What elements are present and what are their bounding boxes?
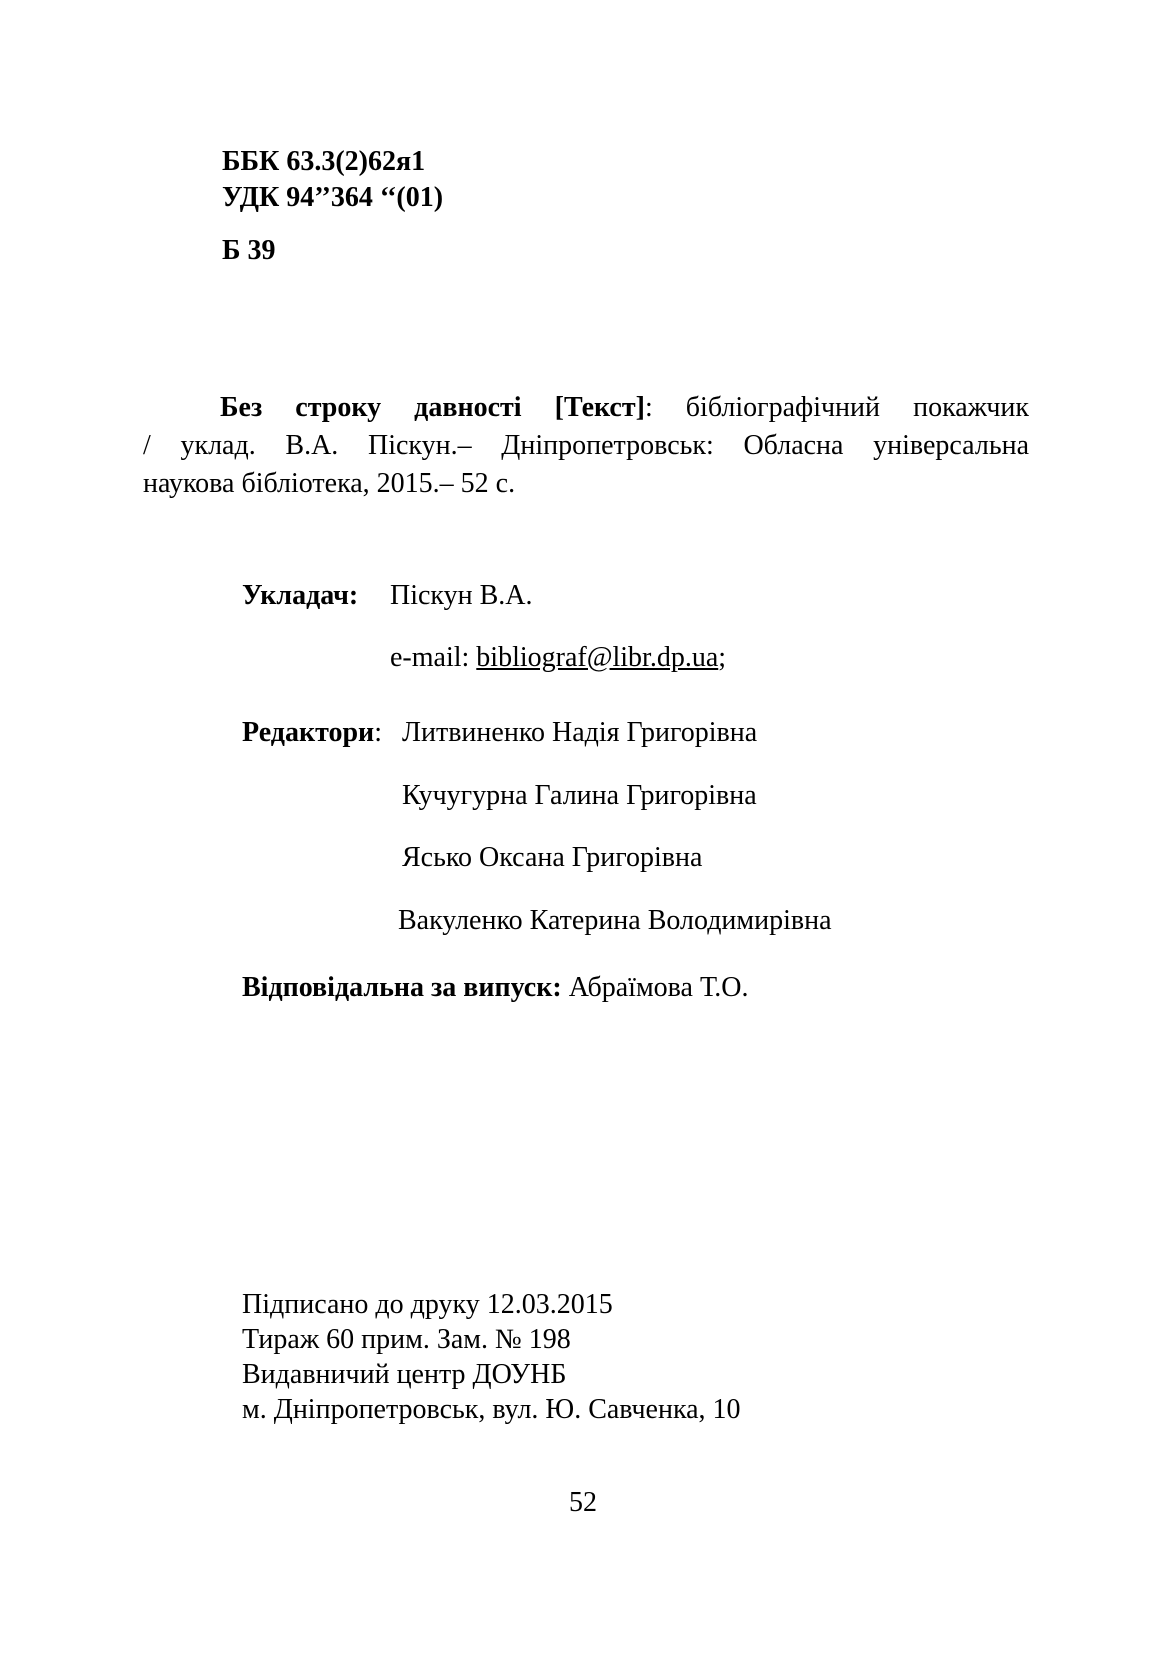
email-link[interactable]: bibliograf@libr.dp.ua [476, 642, 719, 673]
imprint-signed: Підписано до друку 12.03.2015 [242, 1289, 613, 1320]
page-number: 52 [569, 1487, 597, 1518]
editor-name: Ясько Оксана Григорівна [402, 842, 703, 873]
description-line-2: / уклад. В.А. Піскун.– Дніпропетровськ: Обласна універсальна [143, 430, 1029, 461]
editors-row [242, 715, 382, 751]
imprint-block [242, 1287, 741, 1427]
editor-name: Вакуленко Катерина Володимирівна [398, 905, 832, 936]
responsible-name: Абраїмова Т.О. [568, 972, 749, 1003]
bbk-code: ББК 63.3(2)62я1 [222, 146, 426, 177]
compiler-row [242, 578, 358, 614]
description-line-3: наукова бібліотека, 2015.– 52 с. [143, 468, 516, 499]
author-sign: Б 39 [222, 235, 276, 266]
email-row [390, 640, 726, 676]
responsible-label: Відповідальна за випуск: [242, 972, 562, 1003]
description-title: Без строку давності [Текст] [220, 392, 645, 423]
compiler-label: Укладач: [242, 580, 359, 611]
description-line-1-rest: : бібліографічний покажчик [644, 392, 1029, 423]
responsible-row [242, 970, 748, 1006]
description-line-1 [143, 389, 1029, 427]
editor-name: Литвиненко Надія Григорівна [402, 717, 758, 748]
email-suffix: ; [718, 642, 727, 673]
email-prefix: e-mail: [390, 642, 477, 673]
udk-code: УДК 94’’364 ‘‘(01) [222, 182, 444, 213]
imprint-address: м. Дніпропетровськ, вул. Ю. Савченка, 10 [242, 1394, 741, 1425]
compiler-name: Піскун В.А. [390, 580, 533, 611]
editor-name: Кучугурна Галина Григорівна [402, 780, 757, 811]
bibliographic-description [143, 389, 1029, 503]
editors-label: Редактори [242, 717, 375, 748]
classification-codes [222, 144, 443, 216]
imprint-publisher: Видавничий центр ДОУНБ [242, 1359, 567, 1390]
imprint-run: Тираж 60 прим. Зам. № 198 [242, 1324, 571, 1355]
editors-colon: : [374, 717, 382, 748]
